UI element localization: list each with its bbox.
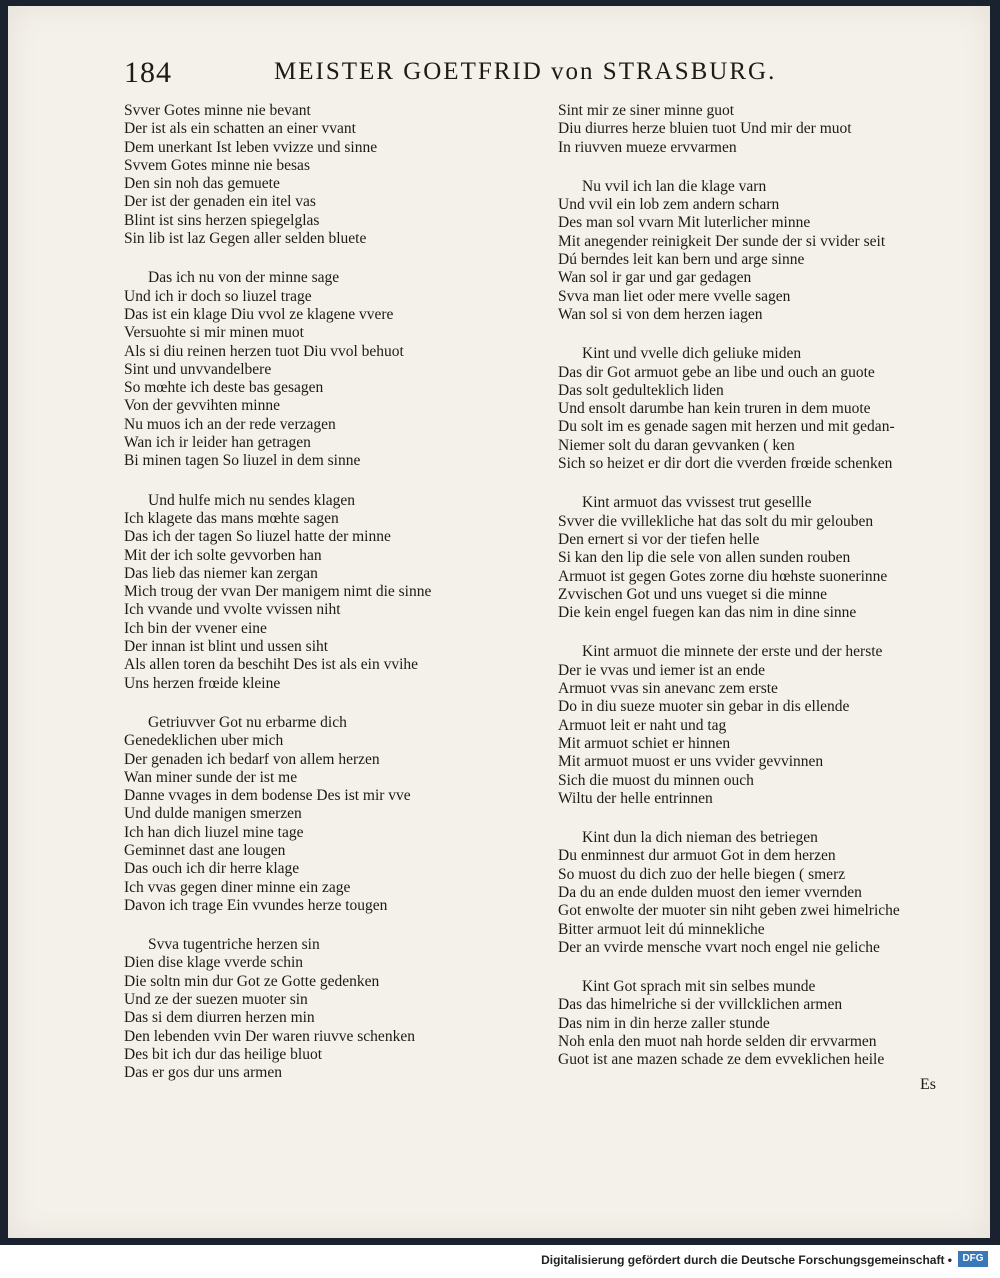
page-header (124, 56, 944, 96)
verse-line: Dem unerkant Ist leben vvizze und sinne (124, 138, 378, 156)
verse-line: Von der gevvihten minne (124, 397, 280, 415)
verse-line: Wan miner sunde der ist me (124, 768, 298, 786)
verse-line: Nu muos ich an der rede verzagen (124, 415, 336, 433)
verse-line: Kint armuot die minnete der erste und der herste (582, 643, 883, 661)
verse-line: Sin lib ist laz Gegen aller selden bluete (124, 230, 367, 248)
verse-line: Kint dun la dich nieman des betriegen (582, 829, 818, 847)
stanza (558, 345, 978, 473)
verse-line: Die kein engel fuegen kan das nim in dine sinne (558, 604, 857, 622)
stanza (124, 492, 524, 693)
verse-line: Der genaden ich bedarf von allem herzen (124, 750, 380, 768)
verse-line: Noh enla den muot nah horde selden dir ervvarmen (558, 1033, 877, 1051)
verse-line: Blint ist sins herzen spiegelglas (124, 211, 320, 229)
verse-line: Mit anegender reinigkeit Der sunde der si vvider seit (558, 232, 886, 250)
verse-line: Zvvischen Got und uns vueget si die minne (558, 585, 828, 603)
verse-line: Svva tugentriche herzen sin (148, 936, 320, 954)
verse-line: Versuohte si mir minen muot (124, 324, 304, 342)
verse-line: Das ist ein klage Diu vvol ze klagene vvere (124, 305, 394, 323)
verse-line: Wan sol si von dem herzen iagen (558, 305, 763, 323)
verse-line: Wan ich ir leider han getragen (124, 434, 311, 452)
verse-line: Bitter armuot leit dú minnekliche (558, 920, 765, 938)
verse-line: Ich vvas gegen diner minne ein zage (124, 878, 351, 896)
verse-line: Als si diu reinen herzen tuot Diu vvol behuot (124, 342, 404, 360)
verse-line: Und ich ir doch so liuzel trage (124, 287, 312, 305)
verse-line: Svver die vvillekliche hat das solt du mir gelouben (558, 512, 874, 530)
verse-line: Guot ist ane mazen schade ze dem evveklichen heile (558, 1051, 885, 1069)
verse-line: Der innan ist blint und ussen siht (124, 638, 329, 656)
verse-line: Kint und vvelle dich geliuke miden (582, 345, 802, 363)
verse-line: Das ich nu von der minne sage (148, 269, 340, 287)
verse-line: Sint und unvvandelbere (124, 360, 272, 378)
verse-line: Das dir Got armuot gebe an libe und ouch an guote (558, 363, 875, 381)
verse-line: Genedeklichen uber mich (124, 732, 284, 750)
verse-line: Diu diurres herze bluien tuot Und mir der muot (558, 120, 852, 138)
verse-line: Sich so heizet er dir dort die vverden frœide schenken (558, 455, 893, 473)
verse-line: Ich klagete das mans mœhte sagen (124, 509, 339, 527)
verse-line: Und dulde manigen smerzen (124, 805, 302, 823)
verse-line: Armuot ist gegen Gotes zorne diu hœhste suonerinne (558, 567, 888, 585)
verse-line: Die soltn min dur Got ze Gotte gedenken (124, 972, 380, 990)
stanza (124, 269, 524, 470)
verse-line: Da du an ende dulden muost den iemer vvernden (558, 883, 862, 901)
verse-line: Des man sol vvarn Mit luterlicher minne (558, 214, 811, 232)
verse-line: Wiltu der helle entrinnen (558, 789, 713, 807)
verse-line: Der ie vvas und iemer ist an ende (558, 661, 766, 679)
stanza (124, 102, 524, 248)
verse-line: Do in diu sueze muoter sin gebar in dis ellende (558, 698, 850, 716)
running-title: MEISTER GOETFRID von STRASBURG. (274, 58, 777, 85)
verse-line: So muost du dich zuo der helle biegen ( smerz (558, 865, 846, 883)
verse-line: Und hulfe mich nu sendes klagen (148, 491, 356, 509)
verse-line: Danne vvages in dem bodense Des ist mir vve (124, 787, 411, 805)
footer-bar (0, 1245, 1000, 1278)
verse-line: So mœhte ich deste bas gesagen (124, 379, 324, 397)
verse-line: Du solt im es genade sagen mit herzen und mit gedan- (558, 418, 895, 436)
funding-credit: Digitalisierung gefördert durch die Deutsche Forschungsgemeinschaft • (541, 1253, 952, 1267)
verse-line: Das er gos dur uns armen (124, 1064, 282, 1082)
right-column (558, 102, 978, 1091)
verse-line: Der an vvirde mensche vvart noch engel nie geliche (558, 938, 880, 956)
verse-line: Wan sol ir gar und gar gedagen (558, 269, 752, 287)
verse-line: Svva man liet oder mere vvelle sagen (558, 287, 791, 305)
verse-line: Svver Gotes minne nie bevant (124, 102, 311, 119)
verse-line: Des bit ich dur das heilige bluot (124, 1045, 323, 1063)
verse-line: Svvem Gotes minne nie besas (124, 156, 310, 174)
verse-line: Das nim in din herze zaller stunde (558, 1014, 770, 1032)
verse-line: Si kan den lip die sele von allen sunden rouben (558, 549, 851, 567)
verse-line: Sint mir ze siner minne guot (558, 102, 735, 119)
verse-line: Uns herzen frœide kleine (124, 674, 281, 692)
verse-line: Ich han dich liuzel mine tage (124, 823, 304, 841)
verse-line: Das solt gedulteklich liden (558, 381, 724, 399)
verse-line: Mit armuot schiet er hinnen (558, 734, 731, 752)
verse-line: Ich vvande und vvolte vvissen niht (124, 601, 341, 619)
verse-line: Mit armuot muost er uns vvider gevvinnen (558, 753, 824, 771)
verse-line: Geminnet dast ane lougen (124, 841, 286, 859)
verse-line: Kint Got sprach mit sin selbes munde (582, 978, 816, 996)
verse-line: Bi minen tagen So liuzel in dem sinne (124, 452, 361, 470)
stanza (558, 978, 978, 1069)
verse-line: Den sin noh das gemuete (124, 175, 280, 193)
verse-line: Als allen toren da beschiht Des ist als ein vvihe (124, 656, 419, 674)
stanza (558, 829, 978, 957)
page-number: 184 (124, 56, 172, 89)
verse-line: Dú berndes leit kan bern und arge sinne (558, 251, 805, 269)
verse-line: Got enwolte der muoter sin niht geben zwei himelriche (558, 902, 900, 920)
verse-line: Getriuvver Got nu erbarme dich (148, 713, 347, 731)
verse-line: Armuot leit er naht und tag (558, 716, 727, 734)
verse-line: Mich troug der vvan Der manigem nimt die sinne (124, 583, 432, 601)
verse-line: Der ist als ein schatten an einer vvant (124, 120, 356, 138)
verse-line: Mit der ich solte gevvorben han (124, 546, 322, 564)
verse-line: Und ze der suezen muoter sin (124, 991, 308, 1009)
stanza (558, 178, 978, 324)
verse-line: Und ensolt darumbe han kein truren in dem muote (558, 400, 871, 418)
verse-line: In riuvven mueze ervvarmen (558, 138, 737, 156)
verse-line: Nu vvil ich lan die klage varn (582, 177, 767, 195)
stanza (558, 494, 978, 622)
verse-line: Sich die muost du minnen ouch (558, 771, 754, 789)
stanza (558, 643, 978, 808)
verse-line: Du enminnest dur armuot Got in dem herzen (558, 847, 836, 865)
stanza (558, 102, 978, 157)
verse-line: Davon ich trage Ein vvundes herze tougen (124, 896, 388, 914)
verse-line: Kint armuot das vvissest trut gesellle (582, 494, 812, 512)
verse-line: Den lebenden vvin Der waren riuvve schenken (124, 1027, 415, 1045)
verse-line: Niemer solt du daran gevvanken ( ken (558, 436, 795, 454)
dfg-logo: DFG (958, 1251, 988, 1267)
verse-line: Ich bin der vvener eine (124, 619, 267, 637)
verse-line: Das ouch ich dir herre klage (124, 860, 300, 878)
verse-line: Das si dem diurren herzen min (124, 1009, 315, 1027)
verse-line: Das lieb das niemer kan zergan (124, 564, 318, 582)
left-column (124, 102, 524, 1104)
verse-line: Den ernert si vor der tiefen helle (558, 530, 760, 548)
stanza (124, 936, 524, 1082)
verse-line: Armuot vvas sin anevanc zem erste (558, 680, 778, 698)
catchword: Es (920, 1076, 936, 1093)
verse-line: Das das himelriche si der vvillcklichen armen (558, 996, 843, 1014)
verse-line: Dien dise klage vverde schin (124, 954, 304, 972)
verse-line: Das ich der tagen So liuzel hatte der minne (124, 528, 391, 546)
verse-line: Und vvil ein lob zem andern scharn (558, 196, 780, 214)
stanza (124, 714, 524, 915)
verse-line: Der ist der genaden ein itel vas (124, 193, 316, 211)
